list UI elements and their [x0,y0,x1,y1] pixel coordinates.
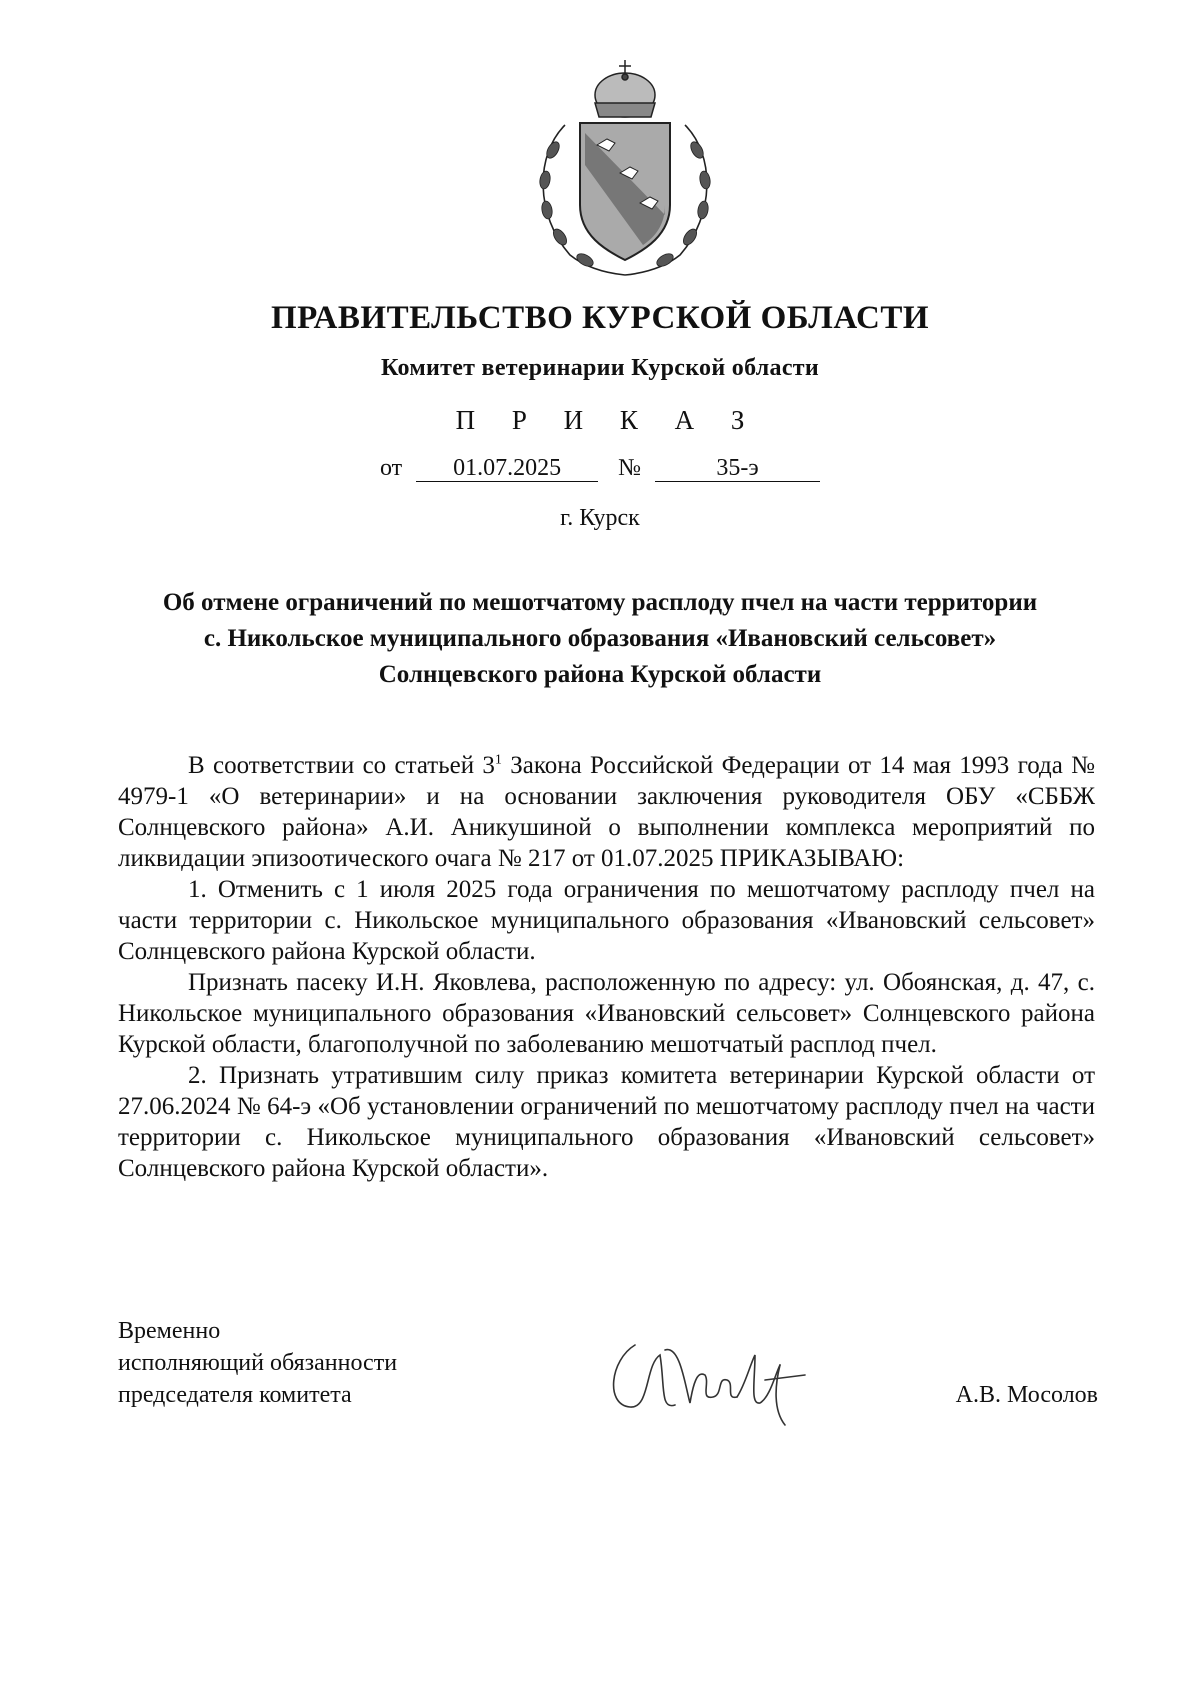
handwritten-signature [605,1325,825,1435]
title-line-1: Об отмене ограничений по мешотчатому расплоду пчел на части территории [162,589,1038,616]
role-line-1: Временно [118,1318,221,1344]
government-title: ПРАВИТЕЛЬСТВО КУРСКОЙ ОБЛАСТИ [270,300,930,336]
article-superscript: 1 [494,752,502,768]
order-date: 01.07.2025 [416,455,598,482]
preamble-start: В соответствии со статьей 3 [188,752,495,779]
title-line-2: с. Никольское муниципального образования «Ивановский сельсовет» [203,625,997,652]
paragraph-item-2: 2. Признать утратившим силу приказ комитета ветеринарии Курской области от 27.06.2024 № 64-э «Об установлении ограничений по мешотчатому расплоду пчел на части территории с. Никольское муниципального образования «Ивановский сельсовет» Солнцевского района Курской области». [118,1062,1095,1182]
date-prefix: от [379,455,403,481]
coat-of-arms-emblem [525,55,725,280]
date-number-line [0,455,1200,482]
number-prefix: № [618,455,642,481]
title-line-3: Солнцевского района Курской области [378,661,822,688]
paragraph-item-1: 1. Отменить с 1 июля 2025 года ограничения по мешотчатому расплоду пчел на части территории с. Никольское муниципального образования «Ивановский сельсовет» Солнцевского района Курской области. [118,876,1095,965]
committee-name: Комитет ветеринарии Курской области [381,355,819,381]
document-type: П Р И К А З [455,405,760,435]
signatory-name: А.В. Мосолов [955,1382,1098,1408]
document-body [118,750,1095,1184]
order-number: 35-э [655,455,820,482]
role-line-2: исполняющий обязанности [118,1350,398,1376]
signatory-role [118,1315,397,1411]
role-line-3: председателя комитета [118,1382,352,1408]
document-title [100,585,1100,693]
paragraph-apiary: Признать пасеку И.Н. Яковлева, расположенную по адресу: ул. Обоянская, д. 47, с. Никольское муниципального образования «Ивановский сельсовет» Солнцевского района Курской области, благополучной по заболеванию мешотчатый расплод пчел. [118,969,1095,1058]
paragraph-preamble [118,750,1095,874]
city: г. Курск [560,505,640,531]
preamble-rest: Закона Российской Федерации от 14 мая 1993 года № 4979-1 «О ветеринарии» и на основании заключения руководителя ОБУ «СББЖ Солнцевского района» А.И. Аникушиной о выполнении комплекса мероприятий по ликвидации эпизоотического очага № 217 от 01.07.2025 ПРИКАЗЫВАЮ: [118,752,1096,872]
